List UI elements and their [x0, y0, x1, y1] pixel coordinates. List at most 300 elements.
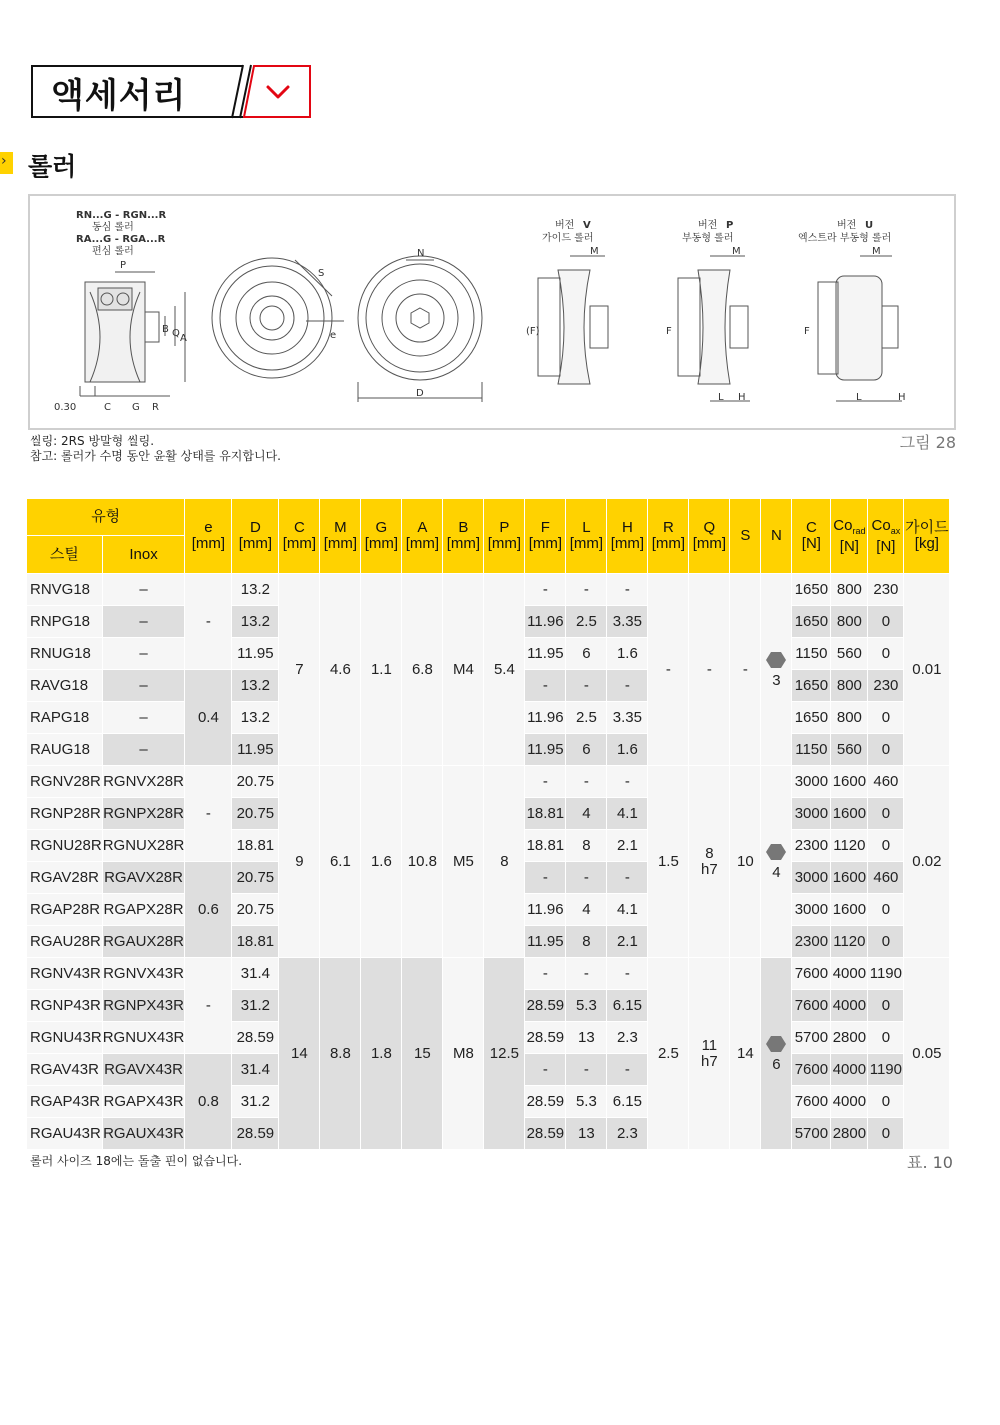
cell-corad: 4000 — [831, 958, 867, 989]
cell-steel: RAUG18 — [27, 734, 102, 765]
header-col-name: 가이드 — [905, 519, 949, 536]
cell-l: 2.5 — [566, 702, 606, 733]
cell-coax: 0 — [868, 990, 903, 1021]
cell-c-mm: 7 — [279, 574, 319, 765]
cell-l: 13 — [566, 1022, 606, 1053]
header-col-13 — [730, 499, 760, 573]
cell-a: 10.8 — [402, 766, 442, 957]
label-n: N — [417, 248, 425, 259]
header-col-name: e — [204, 519, 213, 536]
header-col-8 — [525, 499, 565, 573]
cell-n-value: 4 — [772, 863, 781, 881]
header-col-17 — [868, 499, 903, 573]
cell-l: - — [566, 670, 606, 701]
cell-corad: 560 — [831, 638, 867, 669]
header-col-unit: [mm] — [282, 535, 317, 552]
cell-steel: RGNU43R — [27, 1022, 102, 1053]
table-row — [27, 958, 949, 989]
chevron-right-icon: › — [1, 153, 7, 169]
header-col-name: Q — [703, 519, 716, 536]
cell-h: 1.6 — [607, 734, 647, 765]
cell-coax: 0 — [868, 798, 903, 829]
cell-steel: RAVG18 — [27, 670, 102, 701]
cell-c-n: 7600 — [792, 958, 830, 989]
cell-corad: 1120 — [831, 830, 867, 861]
header-col-name: Co — [833, 516, 853, 534]
header-col-name: H — [621, 519, 633, 536]
cell-c-n: 7600 — [792, 1054, 830, 1085]
cell-h: 6.15 — [607, 990, 647, 1021]
cell-steel: RGNP28R — [27, 798, 102, 829]
cell-coax: 0 — [868, 638, 903, 669]
header-col-5 — [402, 499, 442, 573]
cell-corad: 1600 — [831, 798, 867, 829]
label-l-p: L — [718, 392, 724, 403]
cell-corad: 800 — [831, 574, 867, 605]
cell-n — [761, 958, 791, 1149]
cell-c-n: 1650 — [792, 574, 830, 605]
cell-f: - — [525, 670, 565, 701]
cell-g: 1.1 — [361, 574, 401, 765]
label-f-u: F — [804, 326, 810, 337]
cell-f: - — [525, 958, 565, 989]
figure-caption: 그림 28 — [899, 433, 956, 452]
cell-f: 11.95 — [525, 926, 565, 957]
label-d: D — [416, 388, 424, 399]
cell-h: - — [607, 766, 647, 797]
cell-f: - — [525, 1054, 565, 1085]
cell-corad: 1600 — [831, 766, 867, 797]
header-col-0 — [185, 499, 231, 573]
cell-coax: 230 — [868, 574, 903, 605]
section-title: 롤러 — [28, 152, 77, 181]
cell-d: 28.59 — [232, 1022, 278, 1053]
cell-c-mm: 14 — [279, 958, 319, 1149]
cell-h: - — [607, 1054, 647, 1085]
cell-l: 6 — [566, 638, 606, 669]
header-col-sub: rad — [852, 525, 866, 536]
header-col-name: G — [375, 519, 388, 536]
cell-h: 2.3 — [607, 1022, 647, 1053]
header-col-14 — [761, 499, 791, 573]
label-version-v-letter: V — [583, 220, 591, 231]
roller-drawing-svg — [30, 196, 954, 428]
cell-inox: – — [103, 702, 185, 733]
cell-f: - — [525, 574, 565, 605]
cell-f: 28.59 — [525, 1118, 565, 1149]
cell-inox: – — [103, 638, 185, 669]
cell-q-value: - — [706, 660, 712, 678]
cell-b: M5 — [443, 766, 483, 957]
cell-c-n: 7600 — [792, 990, 830, 1021]
header-steel: 스틸 — [27, 536, 102, 573]
cell-f: 28.59 — [525, 990, 565, 1021]
cell-h: 2.3 — [607, 1118, 647, 1149]
cell-d: 18.81 — [232, 926, 278, 957]
cell-l: - — [566, 1054, 606, 1085]
cell-d: 31.2 — [232, 990, 278, 1021]
header-col-sub: ax — [890, 525, 901, 536]
cell-corad: 2800 — [831, 1118, 867, 1149]
cell-q-tolerance: h7 — [701, 1052, 718, 1070]
cell-f: 11.95 — [525, 638, 565, 669]
cell-l: - — [566, 958, 606, 989]
header-col-4 — [361, 499, 401, 573]
cell-steel: RNPG18 — [27, 606, 102, 637]
cell-r: 1.5 — [648, 766, 688, 957]
cell-inox: RGAVX43R — [103, 1054, 185, 1085]
header-col-name: B — [458, 519, 469, 536]
cell-corad: 4000 — [831, 990, 867, 1021]
cell-c-n: 2300 — [792, 926, 830, 957]
hex-socket-icon — [766, 843, 786, 861]
table-row — [27, 766, 949, 797]
header-col-unit: [kg] — [914, 535, 939, 552]
page-title: 액세서리 — [51, 76, 187, 116]
cell-n-value: 3 — [772, 671, 781, 689]
header-col-name: S — [740, 527, 751, 544]
cell-f: 11.96 — [525, 702, 565, 733]
cell-m: 4.6 — [320, 574, 360, 765]
cell-f: 28.59 — [525, 1086, 565, 1117]
cell-coax: 0 — [868, 702, 903, 733]
cell-d: 31.4 — [232, 958, 278, 989]
label-m-v: M — [590, 246, 599, 257]
cell-l: 4 — [566, 798, 606, 829]
cell-s: 10 — [730, 766, 760, 957]
cell-b: M8 — [443, 958, 483, 1149]
cell-corad: 800 — [831, 606, 867, 637]
label-r: R — [152, 402, 159, 413]
hex-socket-icon — [766, 651, 786, 669]
cell-inox: RGNUX28R — [103, 830, 185, 861]
cell-s: - — [730, 574, 760, 765]
header-col-12 — [689, 499, 729, 573]
label-g: G — [132, 402, 140, 413]
cell-p: 12.5 — [484, 958, 524, 1149]
cell-c-n: 1150 — [792, 734, 830, 765]
cell-l: 8 — [566, 830, 606, 861]
cell-l: 2.5 — [566, 606, 606, 637]
cell-l: 6 — [566, 734, 606, 765]
cell-inox: RGAVX28R — [103, 862, 185, 893]
cell-inox: – — [103, 606, 185, 637]
label-m-p: M — [732, 246, 741, 257]
table-footnote: 롤러 사이즈 18에는 돌출 핀이 없습니다. — [30, 1154, 243, 1168]
cell-l: 5.3 — [566, 1086, 606, 1117]
sealing-note: 씰링: 2RS 방말형 씰링. — [30, 434, 155, 448]
cell-s: 14 — [730, 958, 760, 1149]
cell-c-n: 1150 — [792, 638, 830, 669]
cell-l: 13 — [566, 1118, 606, 1149]
cell-corad: 1600 — [831, 894, 867, 925]
label-s: S — [318, 268, 325, 279]
cell-l: - — [566, 862, 606, 893]
cell-coax: 0 — [868, 1086, 903, 1117]
cell-corad: 4000 — [831, 1086, 867, 1117]
cell-inox: RGNPX28R — [103, 798, 185, 829]
label-h-u: H — [898, 392, 906, 403]
header-col-name: F — [540, 519, 550, 536]
cell-h: 4.1 — [607, 894, 647, 925]
header-col-18 — [904, 499, 949, 573]
dropdown-button[interactable] — [243, 65, 313, 119]
cell-d: 13.2 — [232, 702, 278, 733]
header-col-unit: [N] — [876, 537, 896, 555]
header-col-unit: [mm] — [364, 535, 399, 552]
cell-steel: RGAU43R — [27, 1118, 102, 1149]
cell-c-n: 5700 — [792, 1022, 830, 1053]
cell-q-value: 11 — [701, 1036, 718, 1054]
cell-coax: 0 — [868, 734, 903, 765]
cell-p: 8 — [484, 766, 524, 957]
cell-d: 28.59 — [232, 1118, 278, 1149]
cell-f: 11.96 — [525, 606, 565, 637]
roller-drawing — [28, 194, 956, 430]
cell-d: 31.4 — [232, 1054, 278, 1085]
cell-weight: 0.05 — [904, 958, 949, 1149]
cell-c-n: 2300 — [792, 830, 830, 861]
cell-c-n: 3000 — [792, 862, 830, 893]
cell-inox: RGNVX28R — [103, 766, 185, 797]
cell-d: 13.2 — [232, 606, 278, 637]
header-col-15 — [792, 499, 830, 573]
label-l-u: L — [856, 392, 862, 403]
header-col-name: M — [334, 519, 347, 536]
header-col-unit: [N] — [839, 537, 859, 555]
label-a: A — [180, 333, 187, 344]
cell-steel: RGNP43R — [27, 990, 102, 1021]
label-q: Q — [172, 328, 180, 339]
label-c: C — [104, 402, 111, 413]
cell-corad: 800 — [831, 702, 867, 733]
header-col-name: R — [662, 519, 674, 536]
header-col-unit: [mm] — [487, 535, 522, 552]
header-col-name: L — [582, 519, 591, 536]
header-col-unit: [mm] — [238, 535, 273, 552]
header-col-6 — [443, 499, 483, 573]
header-col-unit: [mm] — [323, 535, 358, 552]
cell-r: 2.5 — [648, 958, 688, 1149]
cell-inox: – — [103, 734, 185, 765]
label-version-u-word: 버전 — [837, 220, 857, 231]
header-col-name: C — [293, 519, 305, 536]
cell-h: - — [607, 574, 647, 605]
cell-f: - — [525, 766, 565, 797]
cell-c-n: 5700 — [792, 1118, 830, 1149]
header-col-7 — [484, 499, 524, 573]
cell-d: 13.2 — [232, 670, 278, 701]
label-h-p: H — [738, 392, 746, 403]
cell-steel: RGAV43R — [27, 1054, 102, 1085]
cell-h: 3.35 — [607, 606, 647, 637]
header-col-unit: [mm] — [191, 535, 226, 552]
cell-e: 0.6 — [185, 862, 231, 957]
label-m-u: M — [872, 246, 881, 257]
cell-steel: RNUG18 — [27, 638, 102, 669]
cell-corad: 4000 — [831, 1054, 867, 1085]
cell-l: - — [566, 766, 606, 797]
label-version-u-letter: U — [865, 220, 874, 231]
cell-steel: RGAU28R — [27, 926, 102, 957]
cell-inox: RGNUX43R — [103, 1022, 185, 1053]
cell-p: 5.4 — [484, 574, 524, 765]
cell-steel: RGAV28R — [27, 862, 102, 893]
cell-h: 1.6 — [607, 638, 647, 669]
header-col-name: N — [770, 527, 782, 544]
header-col-unit: [mm] — [610, 535, 645, 552]
cell-h: 6.15 — [607, 1086, 647, 1117]
cell-steel: RGNV43R — [27, 958, 102, 989]
header-col-unit: [mm] — [528, 535, 563, 552]
cell-inox: – — [103, 670, 185, 701]
cell-d: 18.81 — [232, 830, 278, 861]
cell-coax: 0 — [868, 1118, 903, 1149]
label-extra-floating-roller: 엑스트라 부동형 롤러 — [798, 233, 892, 244]
cell-d: 20.75 — [232, 798, 278, 829]
header-col-unit: [mm] — [692, 535, 727, 552]
cell-h: - — [607, 670, 647, 701]
label-floating-roller: 부동형 롤러 — [682, 233, 734, 244]
cell-f: 28.59 — [525, 1022, 565, 1053]
cell-f: - — [525, 862, 565, 893]
cell-coax: 0 — [868, 606, 903, 637]
cell-q — [689, 958, 729, 1149]
header-col-2 — [279, 499, 319, 573]
cell-inox: RGAUX28R — [103, 926, 185, 957]
cell-inox: – — [103, 574, 185, 605]
cell-c-n: 1650 — [792, 670, 830, 701]
section-marker — [0, 152, 13, 174]
cell-inox: RGAPX28R — [103, 894, 185, 925]
label-b: B — [162, 324, 169, 335]
cell-f: 11.95 — [525, 734, 565, 765]
cell-l: 8 — [566, 926, 606, 957]
header-col-unit: [N] — [801, 535, 821, 552]
table-caption: 표. 10 — [907, 1153, 953, 1172]
cell-coax: 460 — [868, 862, 903, 893]
header-inox: Inox — [103, 536, 185, 573]
cell-c-n: 3000 — [792, 894, 830, 925]
cell-coax: 460 — [868, 766, 903, 797]
cell-corad: 560 — [831, 734, 867, 765]
cell-l: - — [566, 574, 606, 605]
cell-e: 0.8 — [185, 1054, 231, 1149]
cell-h: 4.1 — [607, 798, 647, 829]
header-col-unit: [mm] — [651, 535, 686, 552]
cell-c-n: 3000 — [792, 766, 830, 797]
cell-f: 11.96 — [525, 894, 565, 925]
cell-a: 15 — [402, 958, 442, 1149]
header-col-unit: [mm] — [446, 535, 481, 552]
header-col-16 — [831, 499, 867, 573]
cell-e: - — [185, 958, 231, 1053]
cell-m: 8.8 — [320, 958, 360, 1149]
cell-inox: RGAPX43R — [103, 1086, 185, 1117]
cell-coax: 0 — [868, 926, 903, 957]
label-version-p-letter: P — [726, 220, 734, 231]
cell-e: - — [185, 766, 231, 861]
header-col-unit: [mm] — [405, 535, 440, 552]
cell-d: 13.2 — [232, 574, 278, 605]
cell-c-n: 1650 — [792, 606, 830, 637]
cell-steel: RGNV28R — [27, 766, 102, 797]
cell-coax: 0 — [868, 894, 903, 925]
cell-d: 11.95 — [232, 638, 278, 669]
cell-e: - — [185, 574, 231, 669]
cell-coax: 1190 — [868, 958, 903, 989]
cell-d: 20.75 — [232, 766, 278, 797]
cell-n — [761, 766, 791, 957]
cell-corad: 800 — [831, 670, 867, 701]
label-f-p: F — [666, 326, 672, 337]
cell-steel: RNVG18 — [27, 574, 102, 605]
cell-d: 20.75 — [232, 862, 278, 893]
cell-d: 20.75 — [232, 894, 278, 925]
cell-h: 2.1 — [607, 926, 647, 957]
label-e: e — [330, 330, 337, 341]
label-eccentric: 편심 롤러 — [92, 246, 134, 257]
cell-weight: 0.02 — [904, 766, 949, 957]
label-f-paren: (F) — [526, 326, 540, 337]
header-col-3 — [320, 499, 360, 573]
cell-r: - — [648, 574, 688, 765]
cell-l: 5.3 — [566, 990, 606, 1021]
cell-f: 18.81 — [525, 830, 565, 861]
cell-a: 6.8 — [402, 574, 442, 765]
cell-n — [761, 574, 791, 765]
cell-l: 4 — [566, 894, 606, 925]
cell-h: 2.1 — [607, 830, 647, 861]
cell-f: 18.81 — [525, 798, 565, 829]
label-rn-g: RN...G - RGN...R — [76, 210, 167, 221]
header-col-11 — [648, 499, 688, 573]
cell-q-value: 8 — [705, 844, 714, 862]
header-col-10 — [607, 499, 647, 573]
label-p: P — [120, 260, 127, 271]
cell-d: 31.2 — [232, 1086, 278, 1117]
cell-e: 0.4 — [185, 670, 231, 765]
header-col-name: C — [805, 519, 817, 536]
label-030: 0.30 — [54, 402, 77, 413]
hex-socket-icon — [766, 1035, 786, 1053]
cell-coax: 230 — [868, 670, 903, 701]
label-version-v-word: 버전 — [555, 220, 575, 231]
cell-m: 6.1 — [320, 766, 360, 957]
cell-n-value: 6 — [772, 1055, 781, 1073]
table-row — [27, 574, 949, 605]
cell-steel: RAPG18 — [27, 702, 102, 733]
cell-h: 3.35 — [607, 702, 647, 733]
cell-c-mm: 9 — [279, 766, 319, 957]
cell-c-n: 1650 — [792, 702, 830, 733]
header-col-name: Co — [871, 516, 891, 534]
label-version-p-word: 버전 — [698, 220, 718, 231]
header-col-name: A — [417, 519, 428, 536]
cell-d: 11.95 — [232, 734, 278, 765]
cell-coax: 0 — [868, 1022, 903, 1053]
cell-h: - — [607, 958, 647, 989]
label-concentric: 동심 롤러 — [92, 222, 134, 233]
header-col-unit: [mm] — [569, 535, 604, 552]
header-type: 유형 — [27, 499, 184, 535]
cell-h: - — [607, 862, 647, 893]
cell-inox: RGNPX43R — [103, 990, 185, 1021]
cell-inox: RGNVX43R — [103, 958, 185, 989]
cell-corad: 2800 — [831, 1022, 867, 1053]
cell-q — [689, 766, 729, 957]
cell-inox: RGAUX43R — [103, 1118, 185, 1149]
